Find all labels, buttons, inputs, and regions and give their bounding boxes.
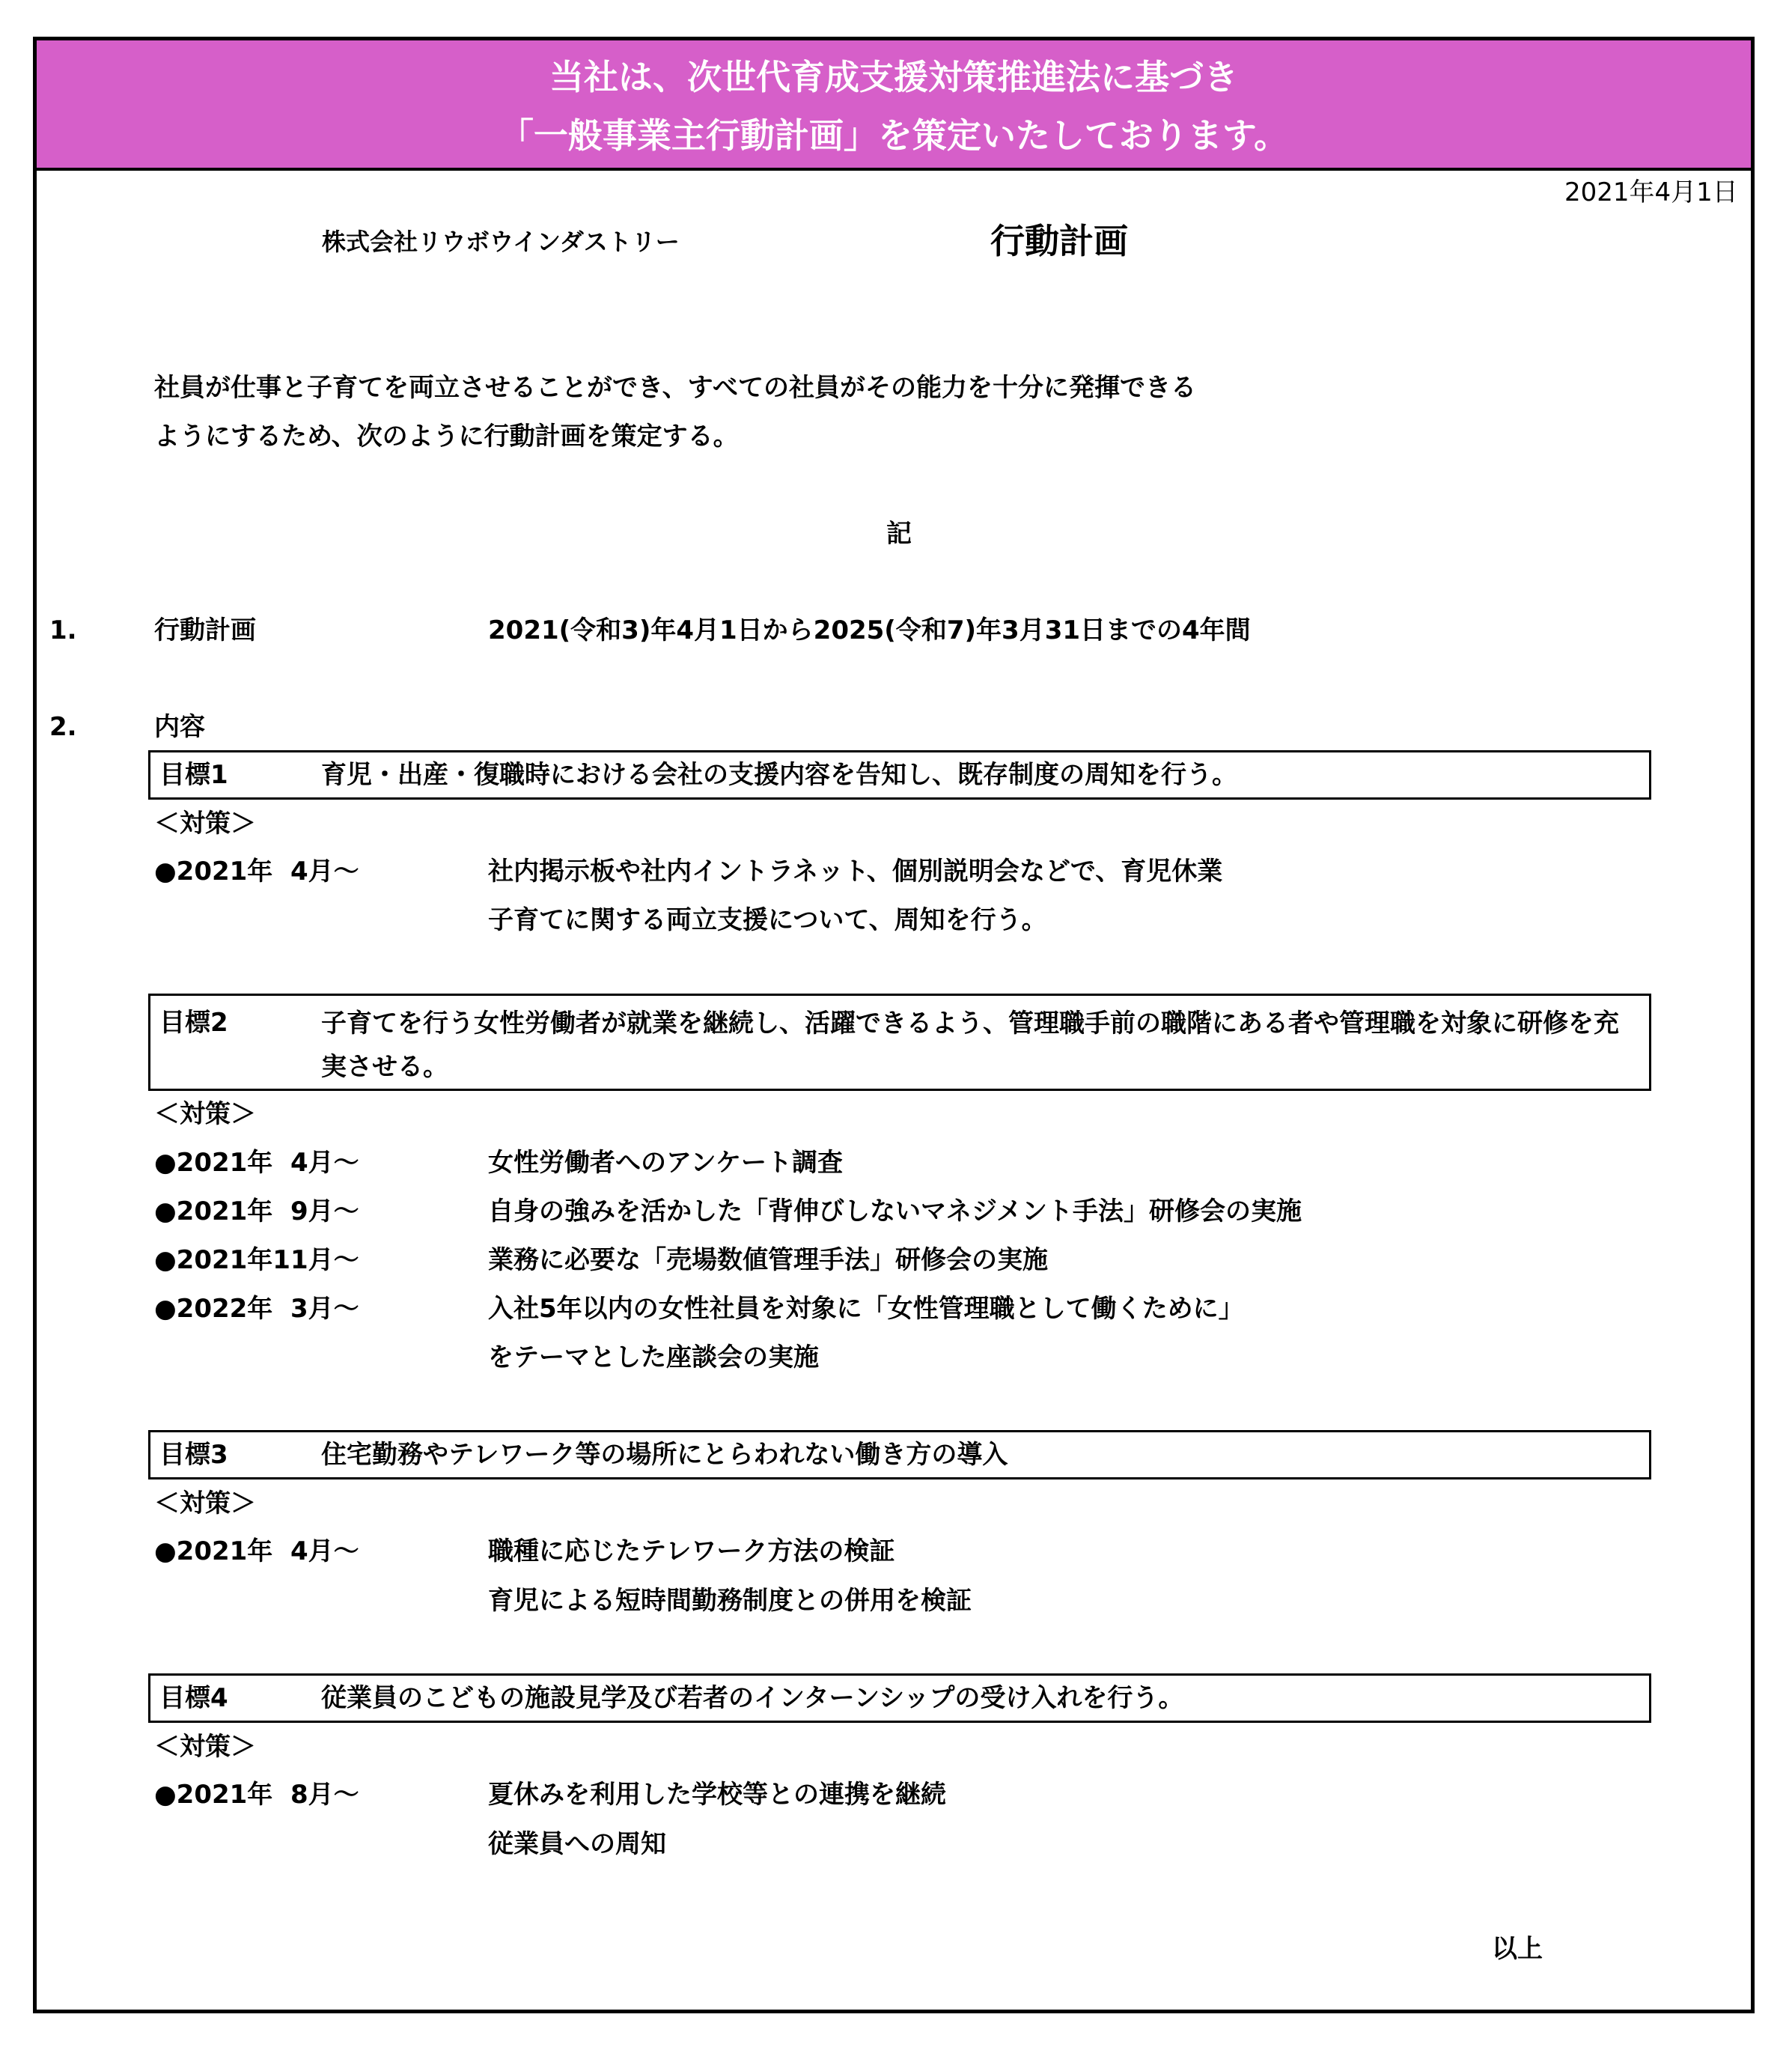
banner-line-2: 「一般事業主行動計画」を策定いたしております。: [499, 115, 1289, 156]
goal-2-measure-1-line-1: 女性労働者へのアンケート調査: [488, 1148, 843, 1178]
goal-2-measure-3-line-1: 業務に必要な「売場数値管理手法」研修会の実施: [488, 1245, 1048, 1275]
section-1-label: 行動計画: [154, 615, 256, 645]
goal-3-text: 住宅勤務やテレワーク等の場所にとらわれない働き方の導入: [321, 1440, 1008, 1470]
goal-4-measure-1-line-2: 従業員への周知: [488, 1829, 666, 1859]
goal-4-measure-1-date: ●2021年 8月～: [154, 1780, 359, 1810]
goal-1-measure-1-line-1: 社内掲示板や社内イントラネット、個別説明会などで、育児休業: [488, 857, 1223, 886]
company-name: 株式会社リウボウインダストリー: [322, 228, 680, 256]
document-title: 行動計画: [990, 221, 1128, 261]
goal-1-measure-1-date: ●2021年 4月～: [154, 857, 359, 886]
header-banner: [37, 40, 1751, 171]
intro-line-2: ようにするため、次のように行動計画を策定する。: [154, 422, 739, 451]
section-1-period: 2021(令和3)年4月1日から2025(令和7)年3月31日までの4年間: [488, 615, 1251, 645]
goal-3-measure-1-line-1: 職種に応じたテレワーク方法の検証: [488, 1536, 895, 1566]
goal-1-measure-1-line-2: 子育てに関する両立支援について、周知を行う。: [488, 905, 1047, 935]
section-2-label: 内容: [154, 712, 205, 742]
goal-3-measures-label: ＜対策＞: [154, 1488, 256, 1518]
goal-1-text: 育児・出産・復職時における会社の支援内容を告知し、既存制度の周知を行う。: [321, 760, 1237, 790]
intro-line-1: 社員が仕事と子育てを両立させることができ、すべての社員がその能力を十分に発揮できる: [154, 373, 1196, 403]
goal-4-measure-1-line-1: 夏休みを利用した学校等との連携を継続: [488, 1780, 946, 1810]
goal-2-box: [148, 994, 1651, 1091]
closing-text: 以上: [1492, 1934, 1543, 1964]
goal-2-measure-4-line-2: をテーマとした座談会の実施: [488, 1342, 819, 1372]
goal-2-measure-4-line-1: 入社5年以内の女性社員を対象に「女性管理職として働くために」: [488, 1294, 1244, 1324]
goal-4-measures-label: ＜対策＞: [154, 1732, 256, 1762]
banner-line-1: 当社は、次世代育成支援対策推進法に基づき: [549, 57, 1238, 97]
goal-4-box: [148, 1673, 1651, 1723]
goal-2-measure-4-date: ●2022年 3月～: [154, 1294, 359, 1324]
ki-mark: 記: [886, 519, 912, 549]
goal-2-text: 子育てを行う女性労働者が就業を継続し、活躍できるよう、管理職手前の職階にある者や管理職を対象に研修を充実させる。: [321, 1009, 1619, 1082]
goal-2-measure-1-date: ●2021年 4月～: [154, 1148, 359, 1178]
goal-4-label: 目標4: [159, 1683, 228, 1713]
goal-2-measure-2-line-1: 自身の強みを活かした「背伸びしないマネジメント手法」研修会の実施: [488, 1196, 1302, 1226]
goal-2-measure-2-date: ●2021年 9月～: [154, 1196, 359, 1226]
goal-2-measures-label: ＜対策＞: [154, 1099, 256, 1129]
goal-3-measure-1-date: ●2021年 4月～: [154, 1536, 359, 1566]
goal-1-box: [148, 750, 1651, 800]
goal-2-label: 目標2: [159, 1008, 228, 1038]
goal-1-label: 目標1: [159, 760, 228, 790]
goal-3-label: 目標3: [159, 1440, 228, 1470]
section-1-number: 1.: [49, 615, 77, 645]
goal-1-measures-label: ＜対策＞: [154, 809, 256, 839]
document-date: 2021年4月1日: [1564, 177, 1738, 207]
section-2-number: 2.: [49, 712, 77, 742]
goal-3-box: [148, 1430, 1651, 1479]
goal-4-text: 従業員のこどもの施設見学及び若者のインターンシップの受け入れを行う。: [321, 1683, 1184, 1713]
goal-2-measure-3-date: ●2021年11月～: [154, 1245, 359, 1275]
goal-3-measure-1-line-2: 育児による短時間勤務制度との併用を検証: [488, 1586, 972, 1616]
